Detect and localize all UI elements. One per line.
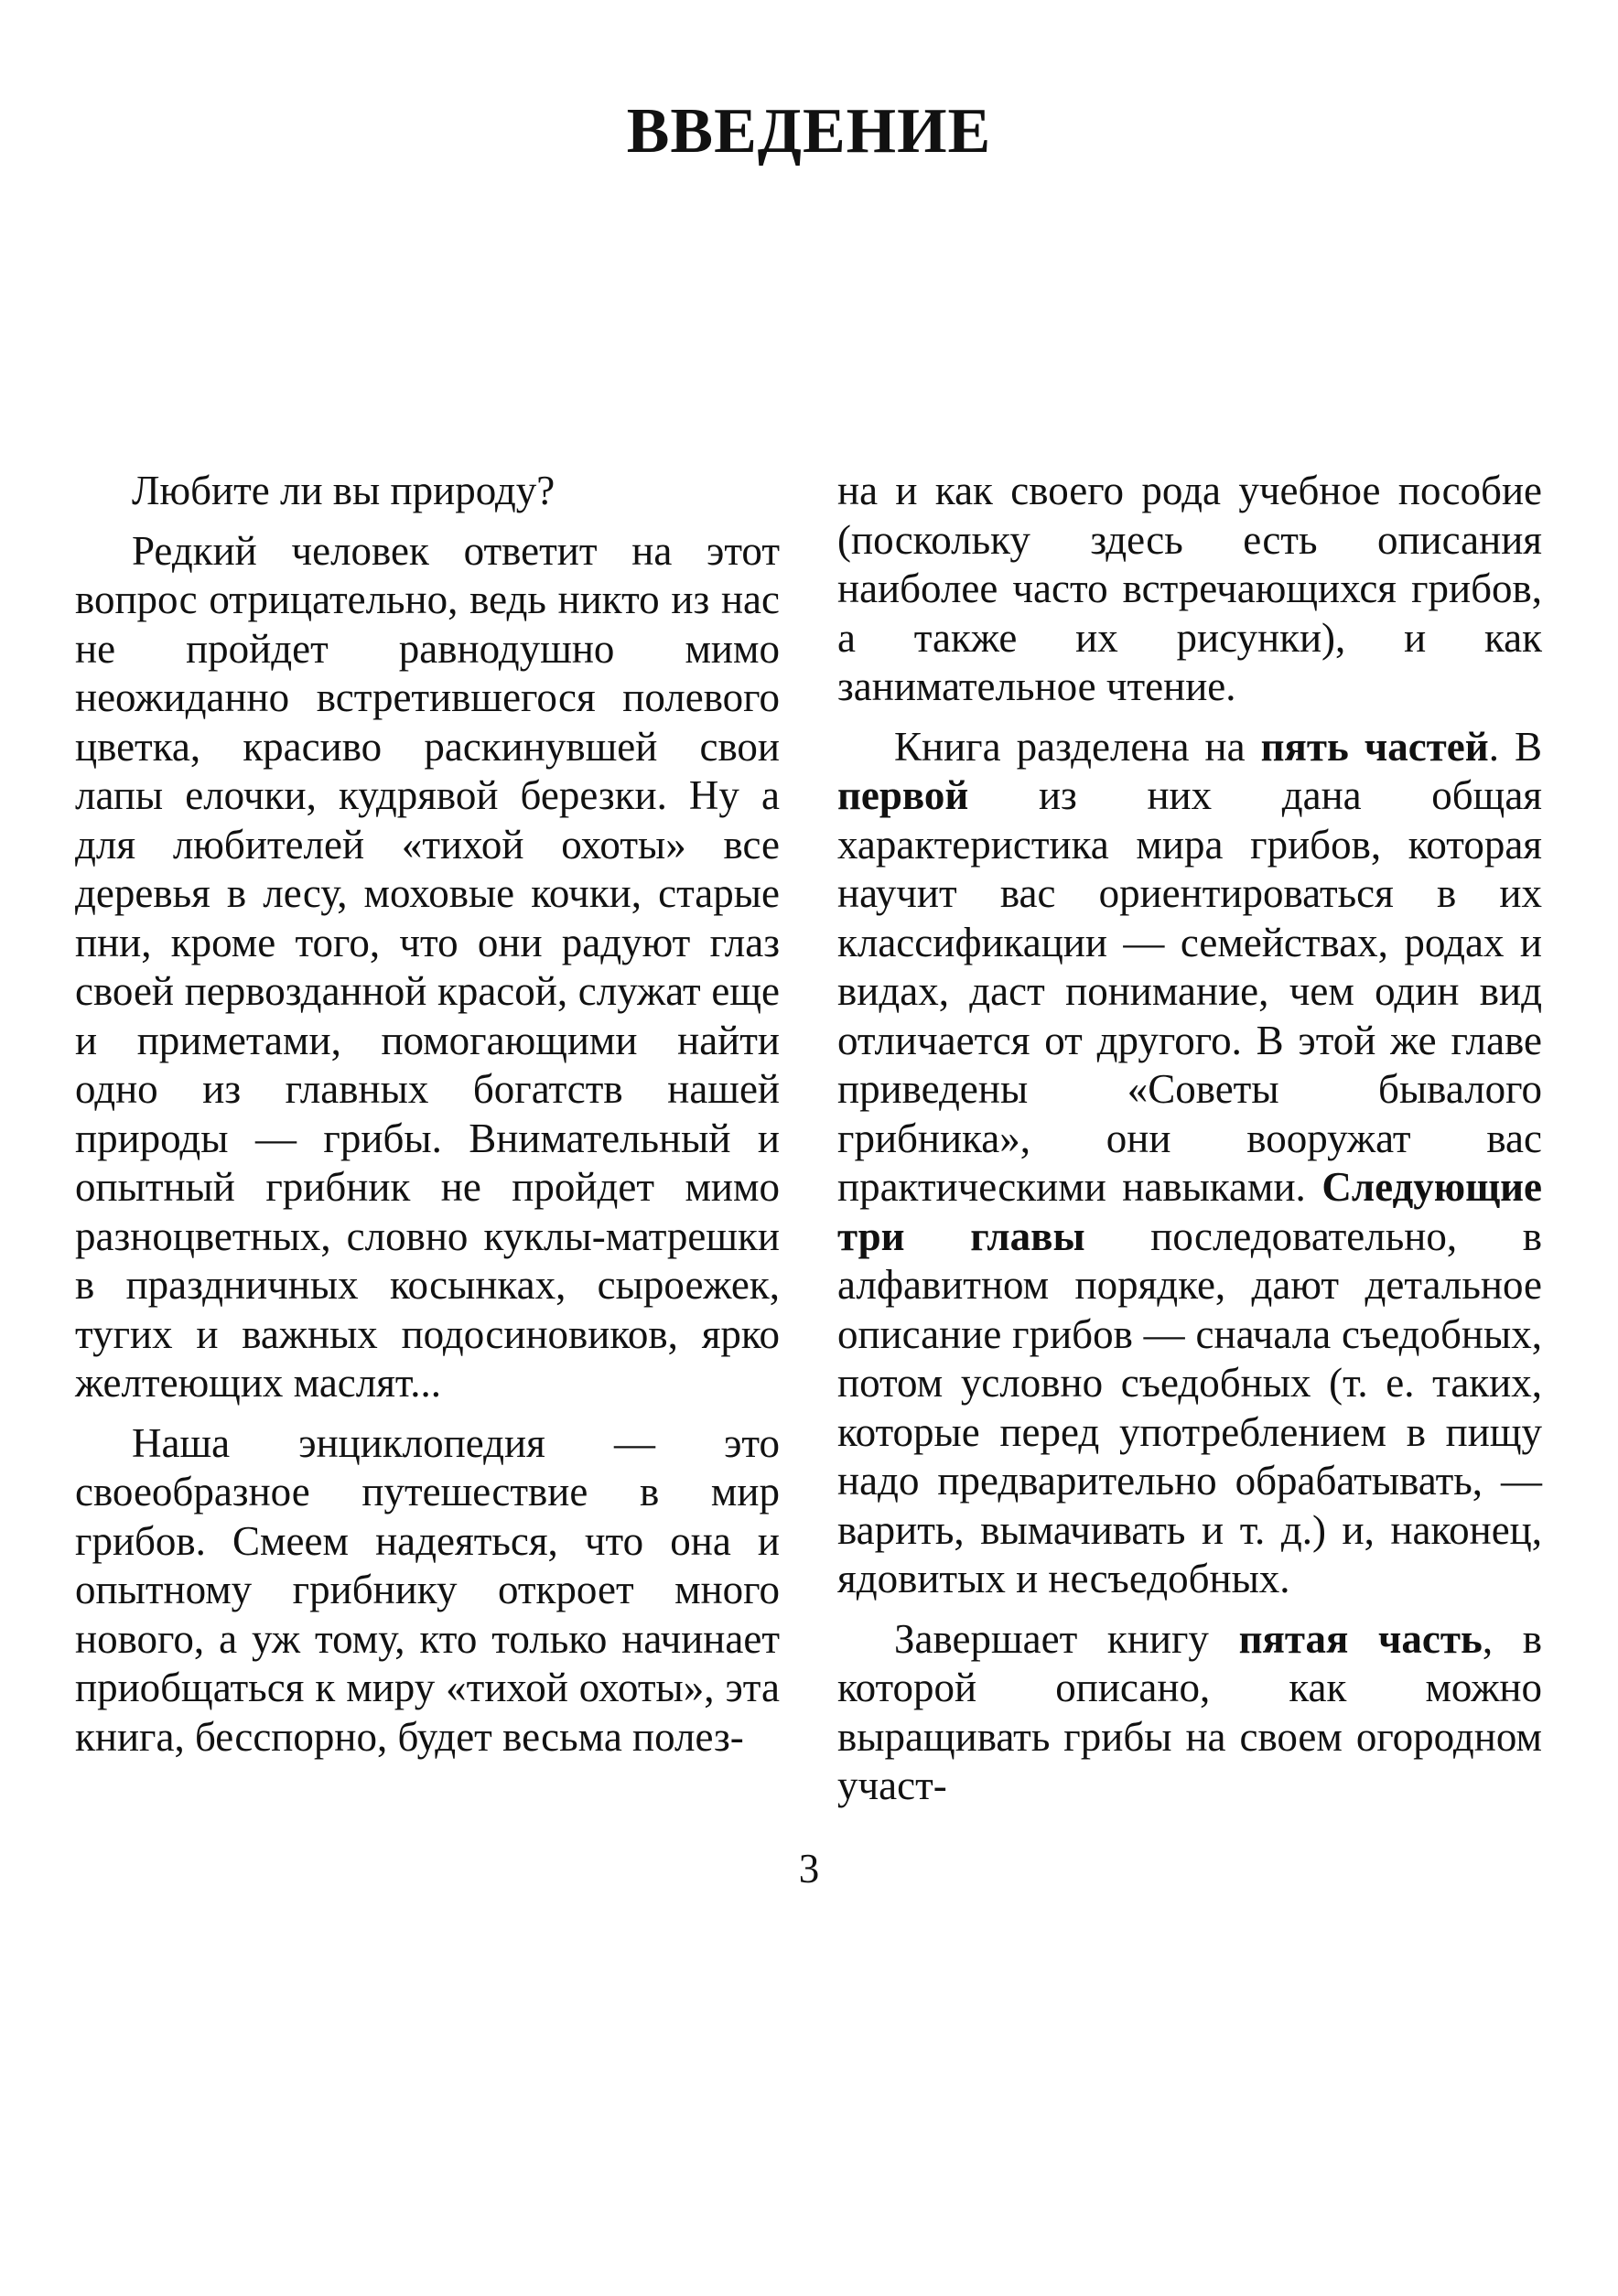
bold-term-next-three-chapters: Следующие три главы bbox=[837, 1164, 1542, 1259]
page-number: 3 bbox=[798, 1846, 820, 1892]
text-run: из них дана общая характеристика мира грибов, которая научит вас ориентироваться в их классификации — семействах, родах и видах, даст понимание, чем один вид отличается от другого. В этой же главе приведены «Советы бывалого грибника», они вооружат вас практическими навыками. bbox=[837, 772, 1542, 1210]
paragraph: Любите ли вы природу? bbox=[132, 468, 556, 513]
paragraph: Редкий человек ответит на этот вопрос отрицательно, ведь никто из нас не пройдет равнодушно мимо неожиданно встретившегося полевого цветка, красиво раскинувшей свои лапы елочки, кудрявой березки. Ну а для любителей «тихой охоты» все деревья в лесу, моховые кочки, старые пни, кроме того, что они радуют глаз своей первозданной красой, служат еще и приметами, помогающими найти одно из главных богатств нашей природы — грибы. Внимательный и опытный грибник не пройдет мимо разноцветных, словно куклы-матрешки в праздничных косынках, сыроежек, тугих и важных подосиновиков, ярко желтеющих маслят... bbox=[75, 527, 780, 1406]
text-run: Книга разделена на bbox=[894, 723, 1261, 770]
page-title: ВВЕДЕНИЕ bbox=[626, 95, 992, 167]
bold-term-fifth-part: пятая часть bbox=[1238, 1615, 1483, 1662]
paragraph: Наша энциклопедия — это своеобразное путешествие в мир грибов. Смеем надеяться, что она и опытному грибнику откроет много нового, а уж тому, кто только начинает приобщаться к миру «тихой охоты», эта книга, бесспорно, будет весьма полез- bbox=[75, 1419, 780, 1760]
paragraph: на и как своего рода учебное пособие (поскольку здесь есть описания наиболее часто встречающихся грибов, а также их рисунки), и как занимательное чтение. bbox=[837, 468, 1542, 709]
paragraph bbox=[837, 1615, 1542, 1811]
text-run: . В bbox=[1488, 723, 1543, 770]
paragraph bbox=[837, 723, 1542, 1604]
text-run: Завершает книгу bbox=[894, 1615, 1239, 1662]
text-run: последовательно, в алфавитном порядке, дают детальное описание грибов — сначала съедобных, потом условно съедобных (т. е. таких, которые перед употреблением в пищу надо предварительно обрабатывать, — варить, вымачивать и т. д.) и, наконец, ядовитых и несъедобных. bbox=[837, 1213, 1542, 1601]
right-column bbox=[837, 467, 1542, 1811]
bold-term-first: первой bbox=[837, 772, 969, 818]
bold-term-five-parts: пять частей bbox=[1260, 723, 1489, 770]
left-column bbox=[75, 467, 780, 1762]
text-run: , в которой описано, как можно выращивать грибы на своем огородном участ- bbox=[837, 1615, 1542, 1808]
